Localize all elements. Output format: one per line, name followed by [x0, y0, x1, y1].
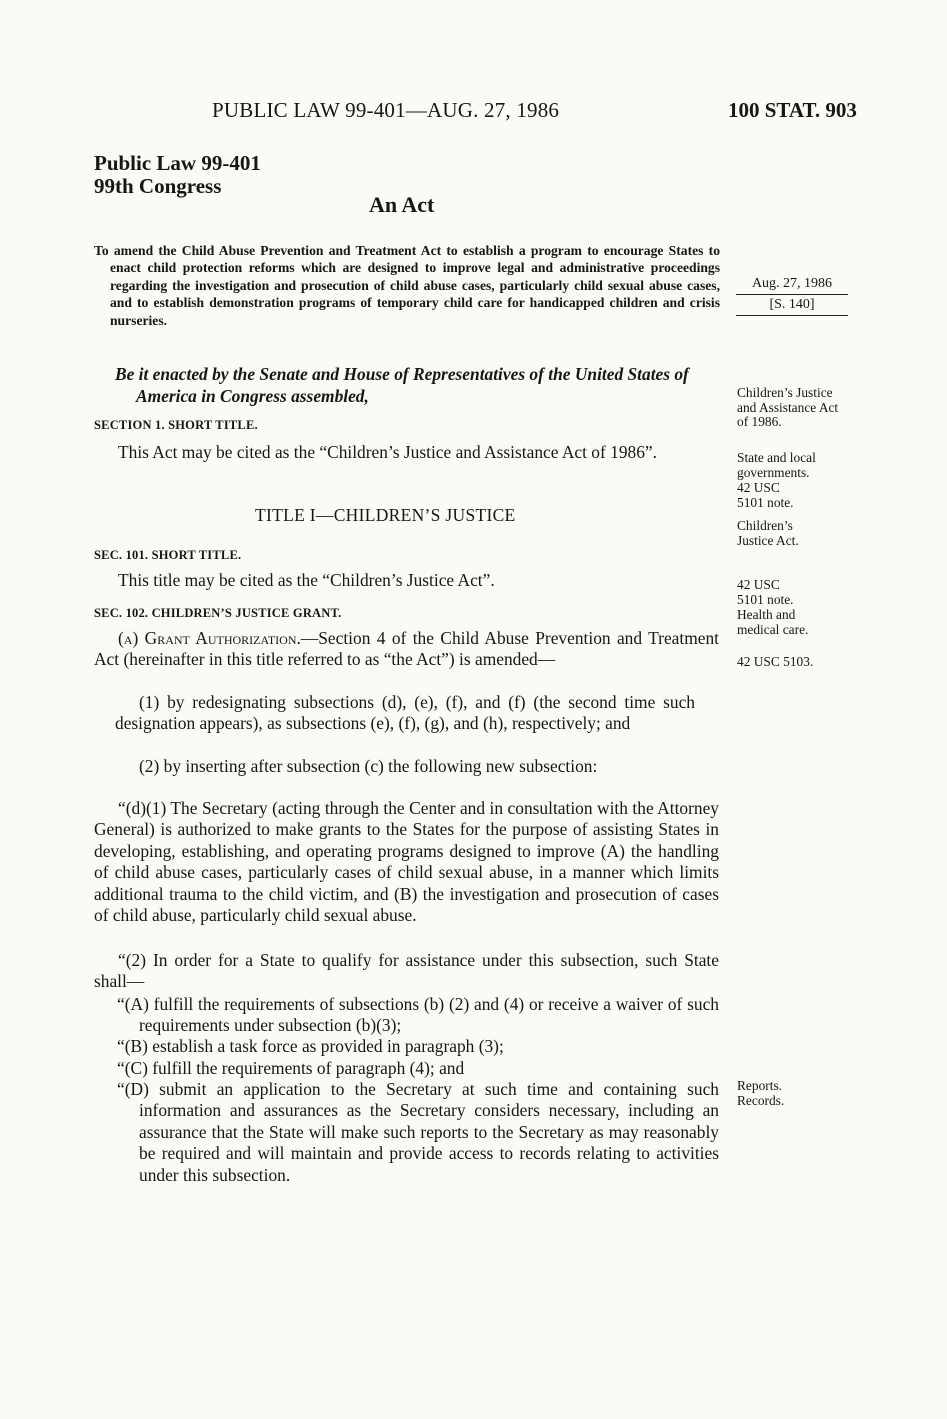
act-heading: An Act: [369, 192, 435, 217]
margin-note-childrens-justice-act: Children’s Justice Act.: [737, 518, 799, 548]
amendment-item-2: (2) by inserting after subsection (c) the following new subsection:: [139, 756, 598, 776]
title-1-heading: TITLE I—CHILDREN’S JUSTICE: [255, 505, 516, 525]
margin-note-usc-5103: 42 USC 5103.: [737, 654, 814, 669]
margin-note-reports: Reports.: [737, 1078, 783, 1093]
amendment-item-1: (1) by redesignating subsections (d), (e), (f), and (f) (the second time such designation appears), as subsections (e), (f), (g), and (h), respectively; and: [115, 692, 695, 734]
requirement-a: “(A) fulfill the requirements of subsections (b) (2) and (4) or receive a waiver of such requirements under subsection (b)(3);: [117, 994, 719, 1036]
margin-note-health: Health and medical care.: [737, 607, 809, 637]
running-head: PUBLIC LAW 99-401—AUG. 27, 1986: [212, 98, 560, 122]
grant-authorization-label: (a) Grant Authorization.: [118, 628, 301, 648]
margin-note-usc-5101: 42 USC 5101 note.: [737, 480, 794, 510]
enacting-clause: Be it enacted by the Senate and House of Representatives of the United States of America in Congress assembled,: [115, 364, 689, 406]
margin-note-governments: State and local governments.: [737, 450, 816, 480]
subsection-d-2: “(2) In order for a State to qualify for assistance under this subsection, such State shall—: [94, 950, 719, 992]
section-102-a: [94, 628, 719, 671]
margin-note-records: Records.: [737, 1093, 785, 1108]
grant-authorization-text: —Section 4 of the Child Abuse Prevention and Treatment Act (hereinafter in this title referred to as “the Act”) is amended—: [94, 628, 719, 670]
margin-note-short-title: Children’s Justice and Assistance Act of 1986.: [737, 385, 839, 429]
requirement-c: “(C) fulfill the requirements of paragraph (4); and: [117, 1058, 465, 1078]
section-1-heading: SECTION 1. SHORT TITLE.: [94, 418, 258, 432]
requirement-d: “(D) submit an application to the Secretary at such time and containing such information and assurances as the Secretary considers necessary, including an assurance that the State will make such reports to the Secretary as may reasonably be required and will maintain and provide access to records relating to activities under this subsection.: [117, 1079, 719, 1185]
bill-number: [S. 140]: [736, 295, 848, 316]
stat-page-number: 100 STAT. 903: [728, 98, 857, 122]
public-law-number: Public Law 99-401: [94, 151, 261, 175]
section-1-text: This Act may be cited as the “Children’s Justice and Assistance Act of 1986”.: [118, 442, 657, 462]
margin-note-usc-5101-second: 42 USC 5101 note.: [737, 577, 794, 607]
congress-number: 99th Congress: [94, 174, 222, 198]
section-101-text: This title may be cited as the “Children’s Justice Act”.: [118, 570, 495, 590]
requirement-b: “(B) establish a task force as provided in paragraph (3);: [117, 1036, 504, 1056]
subsection-d-1: “(d)(1) The Secretary (acting through the Center and in consultation with the Attorney General) is authorized to make grants to the States for the purpose of assisting States in developing, establishing, and operating programs designed to improve (A) the handling of child abuse cases, particularly cases of child sexual abuse, in a manner which limits additional trauma to the child victim, and (B) the investigation and prosecution of cases of child abuse, particularly child sexual abuse.: [94, 798, 719, 926]
section-102-heading: SEC. 102. CHILDREN’S JUSTICE GRANT.: [94, 606, 342, 620]
long-title: To amend the Child Abuse Prevention and Treatment Act to establish a program to encourage States to enact child protection reforms which are designed to improve legal and administrative proceedings regarding the investigation and prosecution of child abuse cases, particularly child sexual abuse cases, and to establish demonstration programs of temporary child care for handicapped children and crisis nurseries.: [94, 243, 720, 328]
approval-box: [736, 276, 848, 316]
approval-date: Aug. 27, 1986: [736, 276, 848, 295]
section-101-heading: SEC. 101. SHORT TITLE.: [94, 548, 242, 562]
